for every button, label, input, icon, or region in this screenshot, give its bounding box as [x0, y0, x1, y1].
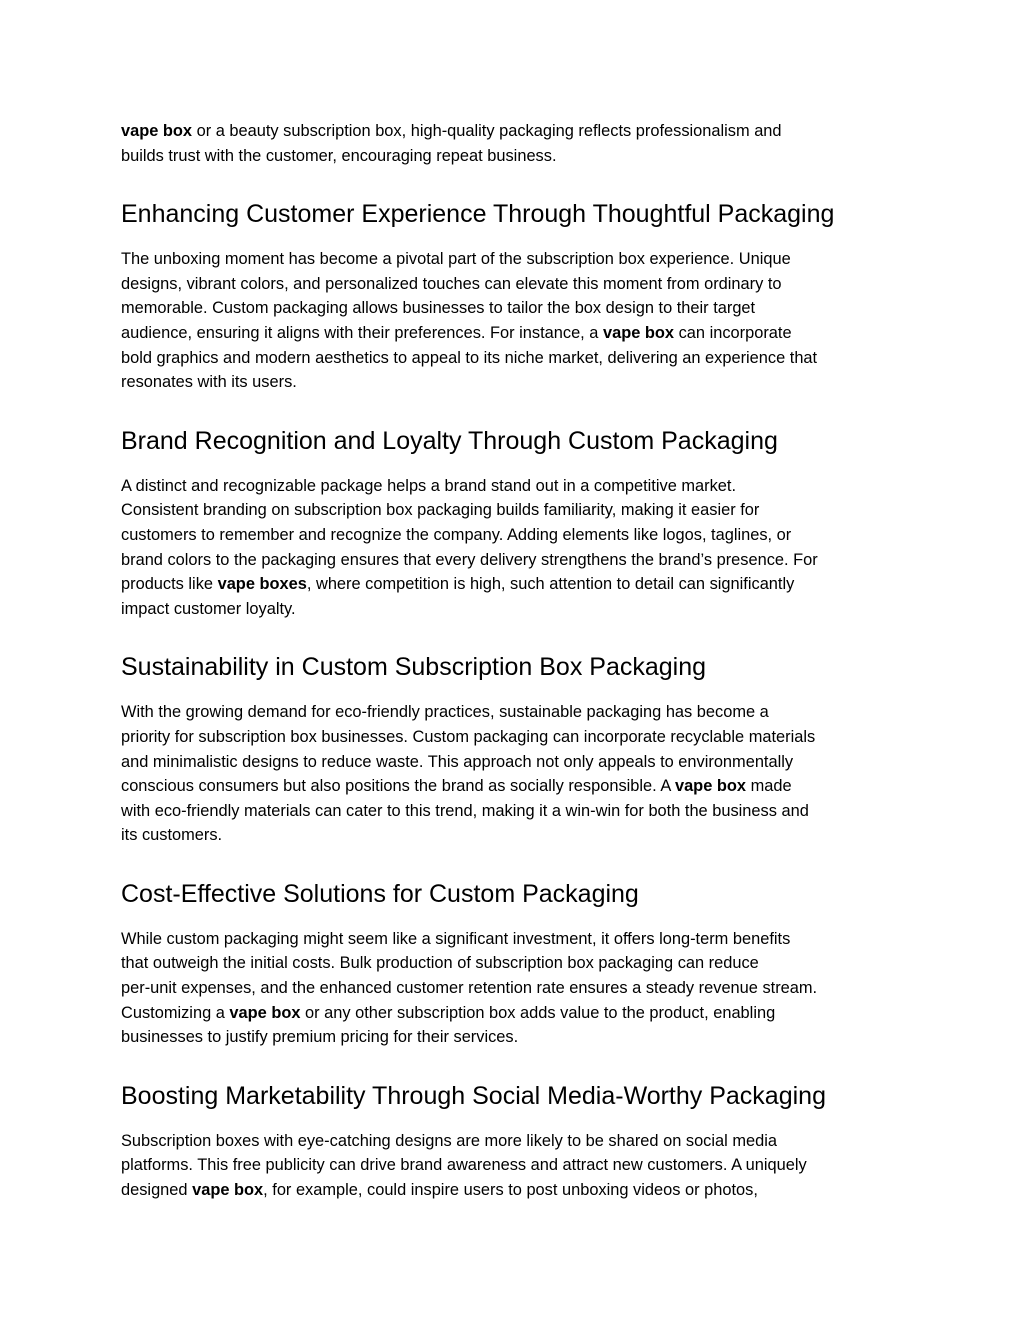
paragraph-line [121, 750, 911, 775]
paragraph-line [121, 597, 911, 622]
text-run: A distinct and recognizable package helps a brand stand out in a competitive market. [121, 476, 737, 495]
paragraph-line [121, 774, 911, 799]
bold-keyword: vape box [192, 1181, 264, 1200]
text-run: memorable. Custom packaging allows businesses to tailor the box design to their target [121, 299, 756, 318]
paragraph-line [121, 370, 911, 395]
section-heading: Enhancing Customer Experience Through Thoughtful Packaging [121, 200, 835, 229]
text-run: or any other subscription box adds value to the product, enabling [300, 1003, 776, 1022]
paragraph-line [121, 321, 911, 346]
paragraph-line [121, 548, 911, 573]
text-run: its customers. [121, 826, 223, 845]
bold-keyword: vape box [121, 122, 193, 140]
paragraph-line [121, 346, 911, 371]
paragraph-line [121, 700, 911, 725]
text-run: The unboxing moment has become a pivotal part of the subscription box experience. Unique [121, 250, 791, 269]
section-heading: Brand Recognition and Loyalty Through Custom Packaging [121, 426, 778, 455]
paragraph-line [121, 474, 911, 499]
paragraph-line [121, 1178, 911, 1203]
section-heading: Sustainability in Custom Subscription Box Packaging [121, 653, 707, 682]
paragraph-line [121, 144, 911, 169]
spacer [121, 457, 911, 474]
section-heading: Cost-Effective Solutions for Custom Packaging [121, 879, 639, 908]
section-heading: Boosting Marketability Through Social Media-Worthy Packaging [121, 1081, 826, 1110]
text-run: impact customer loyalty. [121, 599, 296, 618]
paragraph-line [121, 951, 911, 976]
text-run: designs, vibrant colors, and personalized touches can elevate this moment from ordinary to [121, 274, 782, 293]
text-run: Consistent branding on subscription box packaging builds familiarity, making it easier for [121, 501, 760, 520]
paragraph-line [121, 823, 911, 848]
paragraph-line [121, 1129, 911, 1154]
text-run: , for example, could inspire users to post unboxing videos or photos, [263, 1181, 758, 1200]
spacer [121, 848, 911, 878]
bold-keyword: vape boxes [217, 575, 307, 594]
text-run: bold graphics and modern aesthetics to appeal to its niche market, delivering an experience that [121, 348, 818, 367]
paragraph-line [121, 498, 911, 523]
paragraph-line [121, 296, 911, 321]
section-paragraph [121, 1129, 911, 1203]
text-run: Subscription boxes with eye-catching designs are more likely to be shared on social media [121, 1131, 777, 1150]
spacer [121, 910, 911, 927]
text-run: , where competition is high, such attention to detail can significantly [306, 575, 795, 594]
section-paragraph [121, 700, 911, 848]
text-run: conscious consumers but also positions the brand as socially responsible. A [121, 777, 675, 796]
paragraph-line [121, 976, 911, 1001]
paragraph-line [121, 119, 911, 144]
paragraph-line [121, 725, 911, 750]
text-run: businesses to justify premium pricing for their services. [121, 1028, 519, 1047]
spacer [121, 1050, 911, 1080]
text-run: and minimalistic designs to reduce waste. This approach not only appeals to environmentally [121, 752, 794, 771]
text-run: platforms. This free publicity can drive brand awareness and attract new customers. A uniquely [121, 1156, 807, 1175]
paragraph-line [121, 927, 911, 952]
paragraph-line [121, 1025, 911, 1050]
spacer [121, 395, 911, 425]
text-run: per-unit expenses, and the enhanced customer retention rate ensures a steady revenue stream. [121, 979, 818, 998]
text-run: priority for subscription box businesses. Custom packaging can incorporate recyclable materials [121, 727, 816, 746]
paragraph-line [121, 1153, 911, 1178]
text-run: brand colors to the packaging ensures that every delivery strengthens the brand’s presence. For [121, 550, 818, 569]
paragraph-line [121, 1001, 911, 1026]
section-paragraph [121, 474, 911, 622]
section-paragraph [121, 247, 911, 395]
text-run: products like [121, 575, 218, 594]
bold-keyword: vape box [674, 777, 747, 796]
spacer [121, 683, 911, 700]
spacer [121, 168, 911, 198]
text-run: With the growing demand for eco-friendly practices, sustainable packaging has become a [121, 703, 769, 722]
section-paragraph [121, 927, 911, 1050]
text-run: Customizing a [121, 1003, 230, 1022]
spacer [121, 621, 911, 651]
text-run: audience, ensuring it aligns with their preferences. For instance, a [121, 323, 603, 342]
text-run: builds trust with the customer, encouraging repeat business. [121, 146, 557, 165]
text-run: with eco-friendly materials can cater to this trend, making it a win-win for both the business and [121, 801, 809, 820]
paragraph-line [121, 272, 911, 297]
bold-keyword: vape box [229, 1003, 301, 1022]
document-page [121, 119, 911, 1203]
text-run: resonates with its users. [121, 373, 297, 392]
paragraph-line [121, 247, 911, 272]
text-run: or a beauty subscription box, high-quality packaging reflects professionalism and [192, 122, 782, 140]
paragraph-line [121, 799, 911, 824]
intro-paragraph [121, 119, 911, 168]
text-run: made [746, 777, 792, 796]
text-run: designed [121, 1181, 193, 1200]
paragraph-line [121, 572, 911, 597]
spacer [121, 230, 911, 247]
text-run: While custom packaging might seem like a significant investment, it offers long-term benefits [121, 929, 791, 948]
paragraph-line [121, 523, 911, 548]
document-sections [121, 168, 911, 1202]
text-run: customers to remember and recognize the company. Adding elements like logos, taglines, or [121, 525, 792, 544]
bold-keyword: vape box [602, 323, 675, 342]
spacer [121, 1112, 911, 1129]
text-run: can incorporate [674, 323, 792, 342]
text-run: that outweigh the initial costs. Bulk production of subscription box packaging can reduce [121, 954, 759, 973]
